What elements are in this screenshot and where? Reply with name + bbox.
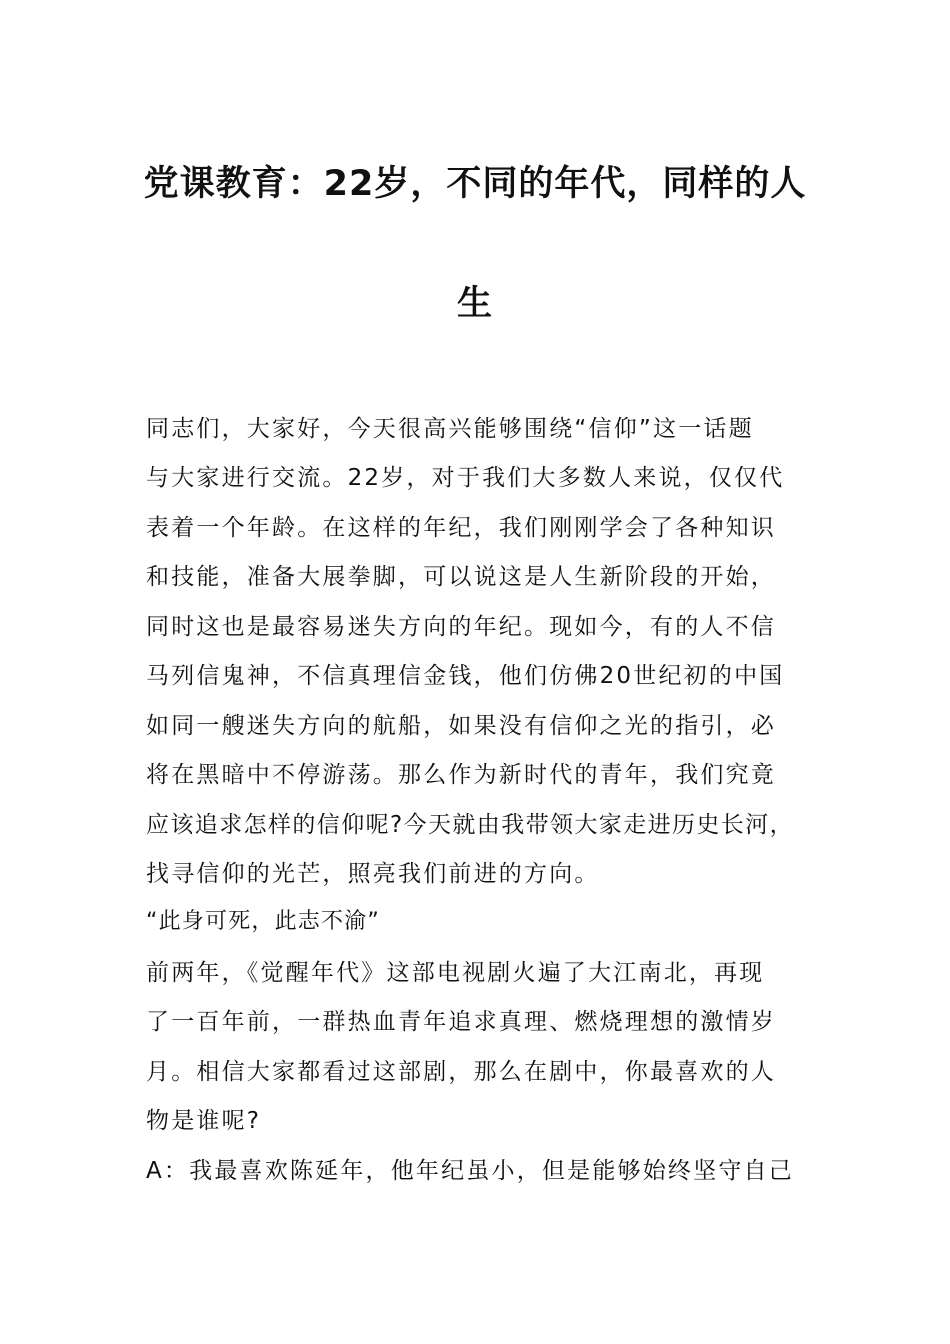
body-text-line: 同志们，大家好，今天很高兴能够围绕“信仰”这一话题 [146,416,754,442]
body-text-line: 和技能，准备大展拳脚，可以说这是人生新阶段的开始， [146,564,776,590]
body-text-line: 物是谁呢? [146,1108,262,1134]
body-text-line: 如同一艘迷失方向的航船，如果没有信仰之光的指引，必 [146,713,776,739]
body-text-line: A：我最喜欢陈延年，他年纪虽小，但是能够始终坚守自己 [146,1158,794,1184]
body-text-line: 前两年，《觉醒年代》这部电视剧火遍了大江南北，再现 [146,960,765,986]
body-text-line: 表着一个年龄。在这样的年纪，我们刚刚学会了各种知识 [146,515,776,541]
document-title-line-2: 生 [456,284,493,324]
body-text-line: 找寻信仰的光芒，照亮我们前进的方向。 [146,861,600,887]
document-title-line-1: 党课教育：22岁，不同的年代，同样的人 [143,164,807,204]
body-text-line: 将在黑暗中不停游荡。那么作为新时代的青年，我们究竟 [146,762,776,788]
body-text-line: 马列信鬼神，不信真理信金钱，他们仿佛20世纪初的中国 [146,663,785,689]
body-text-line: 应该追求怎样的信仰呢?今天就由我带领大家走进历史长河， [146,812,795,838]
body-text-line: 与大家进行交流。22岁，对于我们大多数人来说，仅仅代 [146,465,785,491]
body-text-line: 月。相信大家都看过这部剧，那么在剧中，你最喜欢的人 [146,1059,776,1085]
body-text-line: 同时这也是最容易迷失方向的年纪。现如今，有的人不信 [146,614,776,640]
section-heading-quote: “此身可死，此志不渝” [146,909,380,934]
body-text-line: 了一百年前，一群热血青年追求真理、燃烧理想的激情岁 [146,1009,776,1035]
